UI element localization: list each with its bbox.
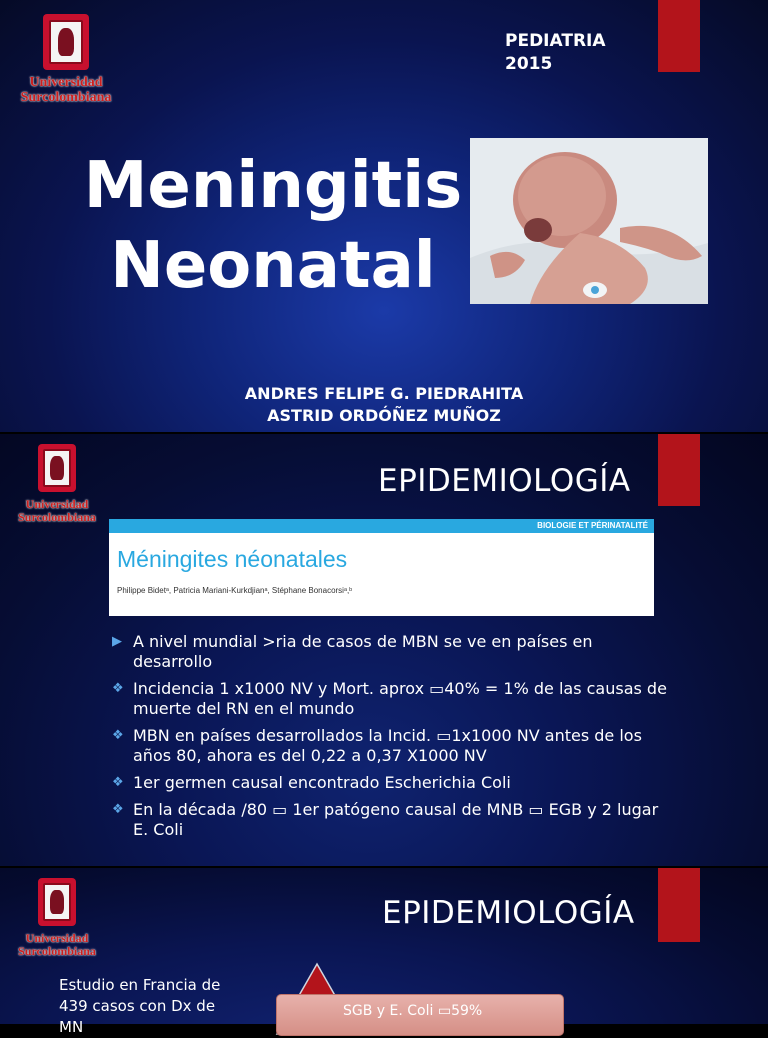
list-item [112, 632, 672, 672]
course-label [505, 30, 606, 76]
logo-line-2: Surcolombiana [20, 89, 112, 105]
red-accent-bar [658, 0, 700, 72]
diamond-bullet-icon: ❖ [112, 802, 124, 817]
diamond-bullet-icon: ❖ [112, 681, 124, 696]
article-authors: Philippe Bidetᵃ, Patricia Mariani-Kurkdjianᵃ, Stéphane Bonacorsiᵃ,ᵇ [117, 586, 353, 595]
logo-line-1: Universidad [25, 497, 89, 511]
author-1: ANDRES FELIPE G. PIEDRAHITA [244, 384, 524, 403]
list-item [112, 726, 672, 766]
university-logo [14, 878, 100, 970]
diamond-bullet-icon: ❖ [112, 775, 124, 790]
presentation-title: Meningitis Neonatal [83, 149, 463, 303]
pyramid-level-label: SGB y E. Coli ▭59% [343, 1003, 483, 1019]
authors [0, 383, 768, 427]
logo-line-2: Surcolombiana [18, 509, 96, 524]
article-section-bar [109, 519, 654, 533]
logo-line-2: Surcolombiana [18, 943, 96, 958]
diamond-bullet-icon: ❖ [112, 728, 124, 743]
epidemiology-slide-2 [0, 868, 768, 1036]
article-section: BIOLOGIE ET PÉRINATALITÉ [537, 521, 648, 530]
list-item [112, 800, 672, 840]
title-slide [0, 0, 768, 432]
list-item-text: A nivel mundial >ria de casos de MBN se ve en países en desarrollo [133, 632, 593, 671]
epidemiology-slide-1 [0, 434, 768, 866]
course-name: PEDIATRIA [505, 31, 606, 51]
bullet-list [112, 632, 672, 847]
list-item-text: MBN en países desarrollados la Incid. ▭1x1000 NV antes de los años 80, ahora es del 0,22 a 0,37 X1000 NV [133, 726, 642, 765]
list-item [112, 679, 672, 719]
study-description: Estudio en Francia de 439 casos con Dx de MN [59, 976, 221, 1036]
article-header-image [109, 519, 654, 616]
university-logo [14, 444, 100, 534]
crest-icon [50, 456, 63, 480]
newborn-image [470, 138, 708, 304]
list-item-text: 1er germen causal encontrado Escherichia Coli [133, 773, 511, 792]
list-item [112, 773, 672, 793]
crest-icon [58, 28, 75, 57]
red-accent-bar [658, 868, 700, 942]
logo-line-1: Universidad [25, 931, 89, 945]
arrow-bullet-icon: ▶ [112, 634, 122, 649]
logo-line-1: Universidad [29, 75, 103, 90]
pyramid-level-box [276, 994, 564, 1036]
list-item-text: En la década /80 ▭ 1er patógeno causal de MNB ▭ EGB y 2 lugar E. Coli [133, 800, 659, 839]
red-accent-bar [658, 434, 700, 506]
list-item-text: Incidencia 1 x1000 NV y Mort. aprox ▭40% = 1% de las causas de muerte del RN en el mundo [133, 679, 667, 718]
slide-heading: EPIDEMIOLOGÍA [382, 895, 635, 931]
slide-heading: EPIDEMIOLOGÍA [378, 463, 631, 499]
crest-icon [50, 890, 63, 914]
course-year: 2015 [505, 54, 553, 74]
article-title: Méningites néonatales [117, 546, 348, 572]
author-2: ASTRID ORDÓÑEZ MUÑOZ [267, 406, 501, 425]
university-logo [16, 14, 116, 110]
newborn-photo [470, 138, 708, 304]
